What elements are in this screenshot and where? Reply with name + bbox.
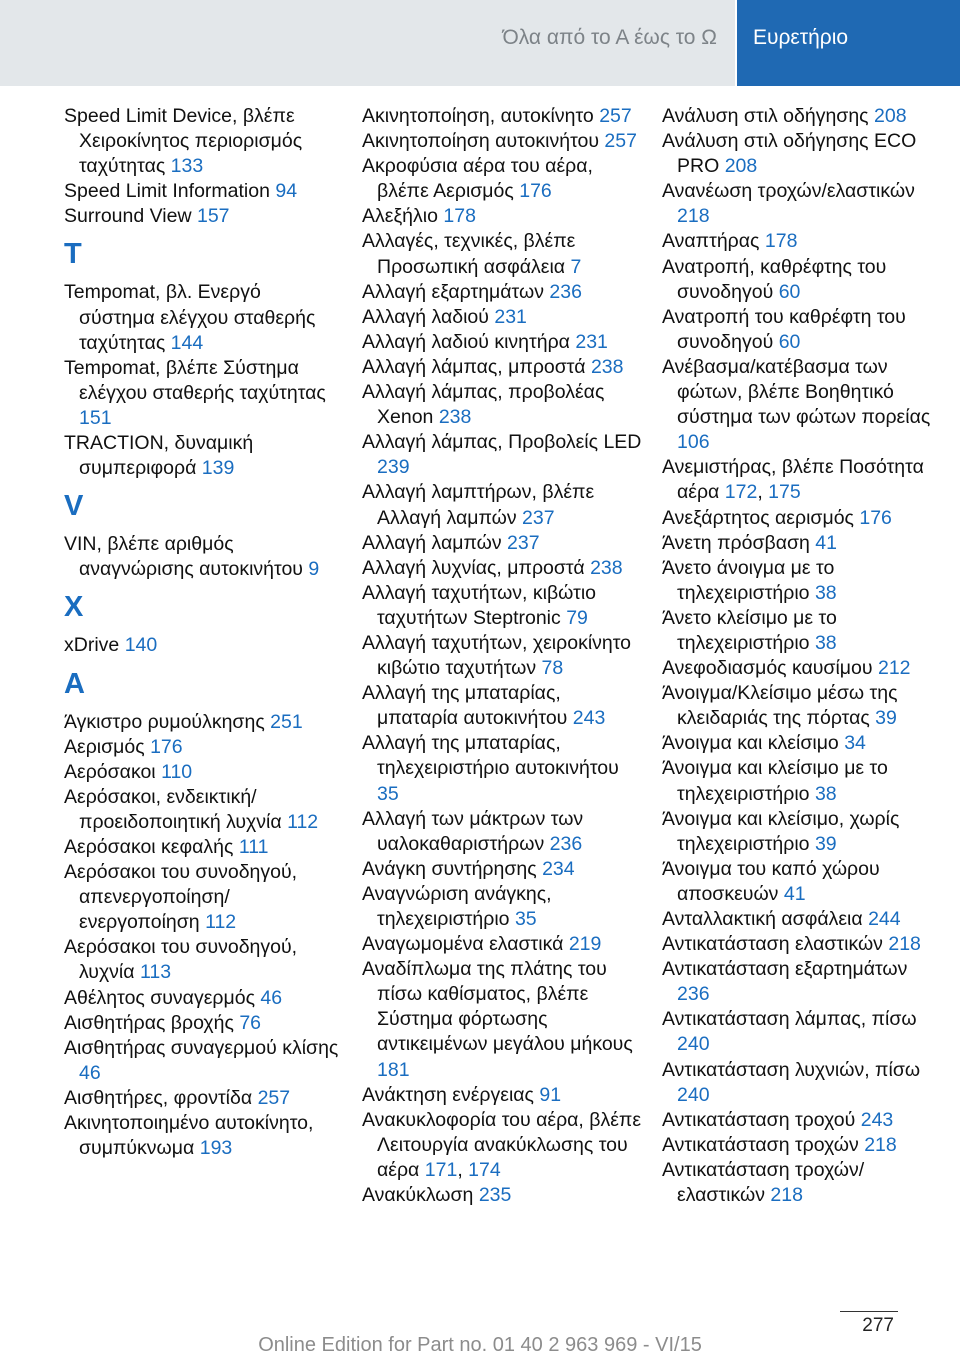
index-entry-text: Αντικατάσταση λάμπας, πίσω [662, 1008, 917, 1031]
page-link[interactable]: 208 [874, 105, 907, 127]
index-entry [64, 986, 342, 1011]
index-entry-text: Ανατροπή του καθρέφτη του συνοδηγού [662, 305, 906, 353]
index-entry [64, 179, 342, 204]
index-entry [662, 932, 932, 957]
footer-rule [840, 1311, 898, 1312]
index-entry [362, 857, 642, 882]
index-entry-text: Αλλαγή λαμπών [362, 531, 502, 554]
index-entry-text: Ανανέωση τροχών/ελαστικών [662, 180, 915, 203]
index-entry [362, 204, 642, 229]
section-title-bar [0, 0, 735, 86]
index-entry-text: Αερισμός [64, 735, 145, 758]
index-entry-text: Ανάλυση στιλ οδήγησης [662, 105, 869, 127]
page-link[interactable]: 176 [519, 180, 552, 203]
page-link[interactable]: 238 [438, 406, 472, 429]
index-entry-text: Αερόσακοι του συνοδηγού, απενεργοποίηση/ενεργοποίηση [64, 861, 298, 934]
index-entry [662, 681, 932, 731]
index-entry [64, 1011, 342, 1036]
index-entry-text: Ανεξάρτητος αερισμός [662, 506, 854, 529]
footer-edition: Online Edition for Part no. 01 40 2 963 969 - VI/15 [258, 1334, 702, 1356]
page-link[interactable]: 79 [566, 606, 588, 629]
page-link[interactable]: 38 [814, 631, 837, 654]
page-link[interactable]: 193 [199, 1137, 233, 1160]
index-entry-text: Αλλαγή λάμπας, προβολέας Xenon [362, 381, 605, 429]
page-link[interactable]: 218 [677, 205, 710, 228]
index-entry [662, 531, 932, 556]
index-entry-text: Αναγνώριση ανάγκης, τηλεχειριστήριο [362, 882, 552, 930]
index-entry [362, 280, 642, 305]
index-entry [662, 606, 932, 656]
index-section-letter: T [64, 238, 82, 271]
page-link[interactable]: 34 [844, 732, 866, 755]
index-entry-text: Αερόσακοι, ενδεικτική/προειδοποιητική λυχνία [64, 785, 282, 833]
page-link[interactable]: 106 [677, 431, 710, 454]
page-link[interactable]: 38 [814, 581, 837, 604]
index-entry-text: Αλεξήλιο [362, 205, 438, 228]
index-entry-text: Άνετο κλείσιμο με το τηλεχειριστήριο [662, 606, 837, 654]
index-entry-text: Ανεφοδιασμός καυσίμου [662, 657, 873, 680]
index-entry-text: Αναγωμομένα ελαστικά [362, 933, 564, 956]
index-entry [362, 104, 642, 129]
index-entry-text: Tempomat, βλ. Ενεργό σύστημα ελέγχου σταθερής ταχύτητας [64, 281, 316, 354]
index-entry [662, 656, 932, 681]
index-entry-text: Ανατροπή, καθρέφτης του συνοδηγού [662, 255, 887, 303]
index-entry [362, 581, 642, 631]
index-entry-text: Ακροφύσια αέρα του αέρα, βλέπε Αερισμός [362, 155, 593, 203]
index-entry [64, 356, 342, 431]
index-entry-text: Αλλαγή λυχνίας, μπροστά [362, 556, 585, 579]
index-entry-text: Ανάγκη συντήρησης [362, 857, 537, 880]
index-entry [362, 1183, 642, 1208]
index-entry [64, 280, 342, 355]
index-entry [662, 957, 932, 1007]
index-entry [662, 857, 932, 907]
index-entry: Ανεμιστήρας, βλέπε Ποσότητα αέρα 172, 175 [662, 456, 924, 504]
index-entry [662, 807, 932, 857]
index-entry [662, 305, 932, 355]
page-link[interactable]: 236 [677, 983, 710, 1006]
index-entry-text: Ακινητοποίηση αυτοκινήτου [362, 130, 599, 153]
page-link[interactable]: 9 [308, 558, 320, 581]
index-entry-text: Αντικατάσταση τροχών [662, 1133, 859, 1156]
index-entry-text: Αναδίπλωμα της πλάτης του πίσω καθίσματος, βλέπε Σύστημα φόρτωσης αντικειμένων μεγάλου μήκους [362, 958, 633, 1056]
index-entry [662, 1158, 932, 1208]
index-entry-text: Άνετη πρόσβαση [662, 531, 810, 554]
page-link[interactable]: 60 [778, 330, 801, 353]
index-entry [362, 531, 642, 556]
index-entry-text: Αερόσακοι κεφαλής [64, 835, 234, 858]
index-entry [362, 305, 642, 330]
page-link[interactable]: 257 [599, 105, 632, 127]
index-entry [64, 104, 342, 179]
index-entry [662, 179, 932, 229]
index-entry-text: Αλλαγή λάμπας, Προβολείς LED [362, 431, 642, 454]
page-link[interactable]: 176 [859, 506, 892, 529]
page-number: 277 [862, 1315, 894, 1336]
index-entry [64, 760, 342, 785]
page-link[interactable]: 176 [150, 735, 183, 758]
page-link[interactable]: 231 [494, 305, 527, 328]
page-link[interactable]: 39 [814, 832, 837, 855]
page-link[interactable]: 175 [768, 481, 801, 504]
index-entry-text: Άνοιγμα και κλείσιμο [662, 732, 839, 755]
page-link[interactable]: 243 [860, 1108, 894, 1131]
index-entry-text: Αντικατάσταση τροχών/ελαστικών [662, 1158, 865, 1207]
index-entry [362, 556, 642, 581]
page-link[interactable]: 140 [124, 634, 158, 657]
index-entry [662, 756, 932, 806]
index-entry [662, 1058, 932, 1108]
index-entry [662, 1133, 932, 1158]
index-entry [362, 932, 642, 957]
index-entry-text: Speed Limit Device, βλέπε Χειροκίνητος περιορισμός ταχύτητας [64, 105, 303, 178]
page-link[interactable]: 257 [604, 130, 637, 153]
index-entry [64, 532, 342, 582]
page-link[interactable]: 236 [549, 832, 583, 855]
index-entry-text: Tempomat, βλέπε Σύστημα ελέγχου σταθερής ταχύτητας [64, 356, 326, 404]
page-link[interactable]: 112 [205, 911, 237, 934]
page-link[interactable]: 144 [170, 331, 204, 354]
index-entry-text: Ανακυκλοφορία του αέρα, βλέπε Λειτουργία ανακύκλωσης του αέρα [362, 1108, 642, 1181]
index-entry [362, 807, 642, 857]
index-entry-text: TRACTION, δυναμική συμπεριφορά [64, 432, 254, 480]
page-header [0, 0, 960, 86]
page-link[interactable]: 244 [868, 908, 901, 930]
index-entry-text: Αισθητήρες, φροντίδα [64, 1086, 253, 1109]
index-entry-text: Ανταλλακτική ασφάλεια [662, 908, 863, 930]
page-link[interactable]: 235 [478, 1184, 512, 1207]
index-entry-text: Αθέλητος συναγερμός [64, 986, 255, 1009]
index-entry: Ανακυκλοφορία του αέρα, βλέπε Λειτουργία ανακύκλωσης του αέρα 171, 174 [362, 1108, 642, 1181]
index-entry-text: Αισθητήρας συναγερμού κλίσης [64, 1036, 339, 1059]
page-link[interactable]: 251 [270, 710, 303, 733]
index-entry-text: Ακινητοποιημένο αυτοκίνητο, συμπύκνωμα [64, 1112, 314, 1160]
page-link[interactable]: 218 [770, 1184, 803, 1207]
index-entry [662, 355, 932, 455]
index-entry-text: Άνοιγμα του καπό χώρου αποσκευών [662, 857, 880, 905]
index-section-letter: V [64, 490, 84, 523]
index-entry [64, 431, 342, 481]
page-link[interactable]: 35 [377, 782, 399, 805]
index-entry [662, 1108, 932, 1133]
page-link[interactable]: 238 [590, 355, 624, 378]
index-entry [64, 1086, 342, 1111]
page-link[interactable]: 151 [79, 406, 112, 429]
page-link[interactable]: 236 [549, 280, 582, 303]
index-entry [64, 735, 342, 760]
page-link[interactable]: 46 [79, 1061, 101, 1084]
index-entry-text: Αλλαγή της μπαταρίας, μπαταρία αυτοκινήτου [362, 682, 568, 730]
index-entry-text: Άνοιγμα/Κλείσιμο μέσω της κλειδαριάς της πόρτας [662, 682, 898, 730]
index-entry-text: Ανέβασμα/κατέβασμα των φώτων, βλέπε Βοηθητικό σύστημα των φώτων πορείας [662, 355, 931, 429]
page-link[interactable]: 139 [201, 457, 235, 480]
index-entry [362, 882, 642, 932]
index-section-letter: X [64, 591, 84, 624]
index-entry-text: Αλλαγή εξαρτημάτων [362, 280, 544, 303]
page-link[interactable]: 237 [522, 506, 555, 529]
index-entry [662, 129, 932, 179]
page-link[interactable]: 208 [724, 155, 758, 178]
index-entry-text: Αλλαγή λαμπτήρων, βλέπε Αλλαγή λαμπών [362, 481, 595, 529]
index-entry-text: Speed Limit Information [64, 180, 270, 203]
index-entry-text: Ανάκτηση ενέργειας [362, 1083, 534, 1106]
page-link[interactable]: 178 [443, 205, 476, 228]
page-link[interactable]: 110 [161, 760, 193, 783]
index-entry-text: Αλλαγή ταχυτήτων, χειροκίνητο κιβώτιο ταχυτήτων [362, 631, 632, 680]
page-link[interactable]: 41 [783, 882, 806, 905]
index-entry [64, 633, 342, 658]
page-link[interactable]: 219 [568, 933, 602, 956]
index-entry-text: Αντικατάσταση ελαστικών [662, 933, 883, 956]
index-entry-text: Αλλαγή ταχυτήτων, κιβώτιο ταχυτήτων Steptronic [362, 581, 597, 629]
index-entry-text: Άνετο άνοιγμα με το τηλεχειριστήριο [662, 556, 835, 604]
page-link[interactable]: 239 [377, 456, 410, 479]
index-entry [662, 229, 932, 254]
index-entry-text: Ανεμιστήρας, βλέπε Ποσότητα αέρα [662, 456, 924, 504]
index-entry [64, 835, 342, 860]
page-link[interactable]: 7 [570, 255, 582, 278]
index-entry [362, 681, 642, 731]
page-link[interactable]: 212 [877, 657, 911, 680]
page-link[interactable]: 76 [239, 1011, 262, 1034]
index-entry [362, 355, 642, 380]
index-entry [662, 104, 932, 129]
page-link[interactable]: 60 [778, 280, 801, 303]
index-entry-text: Ανάλυση στιλ οδήγησης ECO PRO [662, 130, 917, 178]
page-link[interactable]: 157 [196, 205, 230, 228]
page-link[interactable]: 46 [260, 986, 283, 1009]
index-entry [64, 204, 342, 229]
page-link[interactable]: 240 [677, 1083, 710, 1106]
index-entry-text: Άνοιγμα και κλείσιμο, χωρίς τηλεχειριστήριο [662, 807, 900, 855]
page-link[interactable]: 91 [539, 1083, 562, 1106]
index-entry-text: Αντικατάσταση τροχού [662, 1108, 856, 1131]
page-link[interactable]: 39 [875, 707, 897, 730]
page-link[interactable]: 237 [507, 531, 540, 554]
index-entry [662, 255, 932, 305]
index-entry [362, 129, 642, 154]
index-entry [64, 710, 342, 735]
index-entry-text: Άνοιγμα και κλείσιμο με το τηλεχειριστήριο [662, 757, 888, 805]
page-link[interactable]: 218 [888, 933, 921, 956]
page-link[interactable]: 112 [287, 810, 319, 833]
index-entry-text: Αλλαγή λαδιού κινητήρα [362, 330, 570, 353]
index-entry-text: Αλλαγή λαδιού [362, 305, 489, 328]
index-entry-text: Αναπτήρας [662, 230, 760, 253]
index-entry-text: Αντικατάσταση λυχνιών, πίσω [662, 1058, 921, 1081]
index-entry [362, 380, 642, 430]
index-entry [662, 556, 932, 606]
index-column-3 [662, 104, 932, 1208]
index-section-letter: A [64, 667, 85, 700]
index-entry-text: VIN, βλέπε αριθμός αναγνώρισης αυτοκινήτου [64, 533, 303, 581]
index-tab[interactable] [737, 0, 960, 86]
page-link[interactable]: 218 [864, 1133, 897, 1156]
index-entry-text: Αντικατάσταση εξαρτημάτων [662, 958, 908, 981]
index-entry [662, 506, 932, 531]
section-title: Όλα από το Α έως το Ω [502, 26, 717, 49]
index-entry [64, 1036, 342, 1086]
index-entry-text: Αλλαγή των μάκτρων των υαλοκαθαριστήρων [362, 807, 584, 855]
index-entry-text: Αισθητήρας βροχής [64, 1011, 234, 1034]
index-entry-text: Άγκιστρο ρυμούλκησης [64, 710, 265, 733]
page-link[interactable]: 94 [275, 180, 298, 203]
index-entry [362, 957, 642, 1082]
index-entry [362, 229, 642, 279]
page-link[interactable]: 113 [139, 961, 172, 984]
index-entry [362, 430, 642, 480]
page-link[interactable]: 257 [257, 1086, 291, 1109]
index-entry-text: Αλλαγή της μπαταρίας, τηλεχειριστήριο αυτοκινήτου [362, 732, 619, 780]
index-entry-text: Αερόσακοι του συνοδηγού, λυχνία [64, 936, 298, 984]
page-link[interactable]: 240 [677, 1033, 710, 1056]
index-entry [362, 631, 642, 681]
page-link[interactable]: 78 [541, 657, 564, 680]
index-entry [662, 1007, 932, 1057]
index-entry [64, 1111, 342, 1161]
page-link[interactable]: 41 [815, 531, 837, 554]
page-link[interactable]: 174 [468, 1158, 501, 1181]
index-entry [662, 731, 932, 756]
page-link[interactable]: 243 [572, 707, 606, 730]
index-entry [362, 1083, 642, 1108]
index-entry-text: Αλλαγή λάμπας, μπροστά [362, 355, 586, 378]
page-link[interactable]: 181 [377, 1058, 410, 1081]
index-entry [64, 785, 342, 835]
index-entry [362, 154, 642, 204]
index-entry [64, 935, 342, 985]
index-column-1 [64, 104, 342, 1161]
page-link[interactable]: 238 [590, 556, 623, 579]
page-link[interactable]: 231 [575, 330, 608, 353]
index-tab-label: Ευρετήριο [753, 26, 849, 49]
page-link[interactable]: 234 [542, 857, 575, 880]
page-link[interactable]: 172 [724, 481, 758, 504]
page-link[interactable]: 171 [424, 1158, 458, 1181]
index-entry-text: Surround View [64, 205, 192, 228]
page-link[interactable]: 38 [814, 782, 837, 805]
index-column-2 [362, 104, 642, 1208]
index-entry [362, 480, 642, 530]
index-entry-text: Ακινητοποίηση, αυτοκίνητο [362, 105, 594, 127]
page-link[interactable]: 35 [514, 908, 537, 930]
page-link[interactable]: 133 [170, 155, 204, 178]
page-link[interactable]: 111 [238, 835, 269, 858]
index-entry [662, 907, 932, 932]
index-entry-text: Αερόσακοι [64, 760, 156, 783]
index-entry [362, 330, 642, 355]
index-entry-text: Ανακύκλωση [362, 1184, 474, 1207]
index-entry-text: xDrive [64, 634, 120, 657]
page-link[interactable]: 178 [764, 230, 798, 253]
index-entry [64, 860, 342, 935]
index-entry-text: Αλλαγές, τεχνικές, βλέπε Προσωπική ασφάλεια [362, 230, 576, 278]
index-entry [362, 731, 642, 806]
